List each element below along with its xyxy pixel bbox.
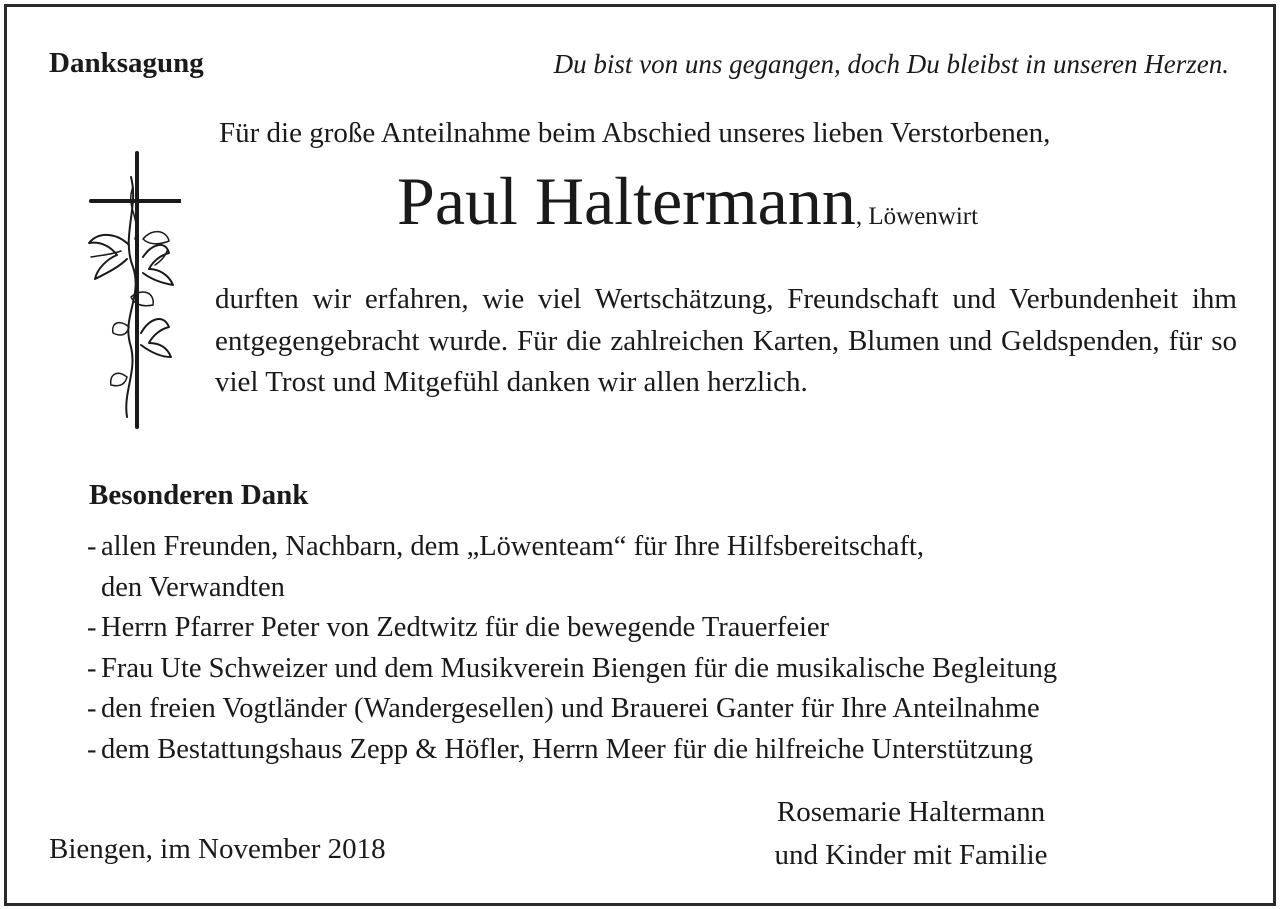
thanks-heading: Besonderen Dank xyxy=(89,479,309,511)
deceased-name-line xyxy=(397,163,979,239)
intro-text: Für die große Anteilnahme beim Abschied unseres lieben Verstorbenen, xyxy=(219,117,1051,149)
deceased-title: , Löwenwirt xyxy=(855,203,979,230)
signature-line: Rosemarie Haltermann xyxy=(776,796,1046,828)
cross-with-flowers-icon xyxy=(81,147,181,431)
body-text: durften wir erfahren, wie viel Wertschätzung, Freundschaft und Verbundenheit ihm entgegengebracht wurde. Für die zahlreichen Karten, Blumen und Geldspenden, für so viel Trost und Mitgefühl danken wir allen herzlich. xyxy=(215,283,1237,398)
list-item: den Verwandten xyxy=(101,571,285,603)
signature-line: und Kinder mit Familie xyxy=(774,839,1048,871)
list-item: - allen Freunden, Nachbarn, dem „Löwenteam“ für Ihre Hilfsbereitschaft, xyxy=(87,531,924,562)
list-item: - dem Bestattungshaus Zepp & Höfler, Herrn Meer für die hilfreiche Unterstützung xyxy=(87,733,1033,765)
deceased-name: Paul Haltermann xyxy=(397,163,856,239)
place-date: Biengen, im November 2018 xyxy=(49,833,386,865)
notice-heading: Danksagung xyxy=(49,47,204,79)
list-item: - Herrn Pfarrer Peter von Zedtwitz für die bewegende Trauerfeier xyxy=(87,612,830,643)
obituary-notice xyxy=(4,4,1276,906)
thanks-list xyxy=(87,527,1057,770)
signature xyxy=(739,791,1083,877)
notice-motto: Du bist von uns gegangen, doch Du bleibst in unseren Herzen. xyxy=(553,49,1229,79)
list-item: - Frau Ute Schweizer und dem Musikverein Biengen für die musikalische Begleitung xyxy=(87,652,1058,684)
list-item: - den freien Vogtländer (Wandergesellen) und Brauerei Ganter für Ihre Anteilnahme xyxy=(87,693,1040,724)
